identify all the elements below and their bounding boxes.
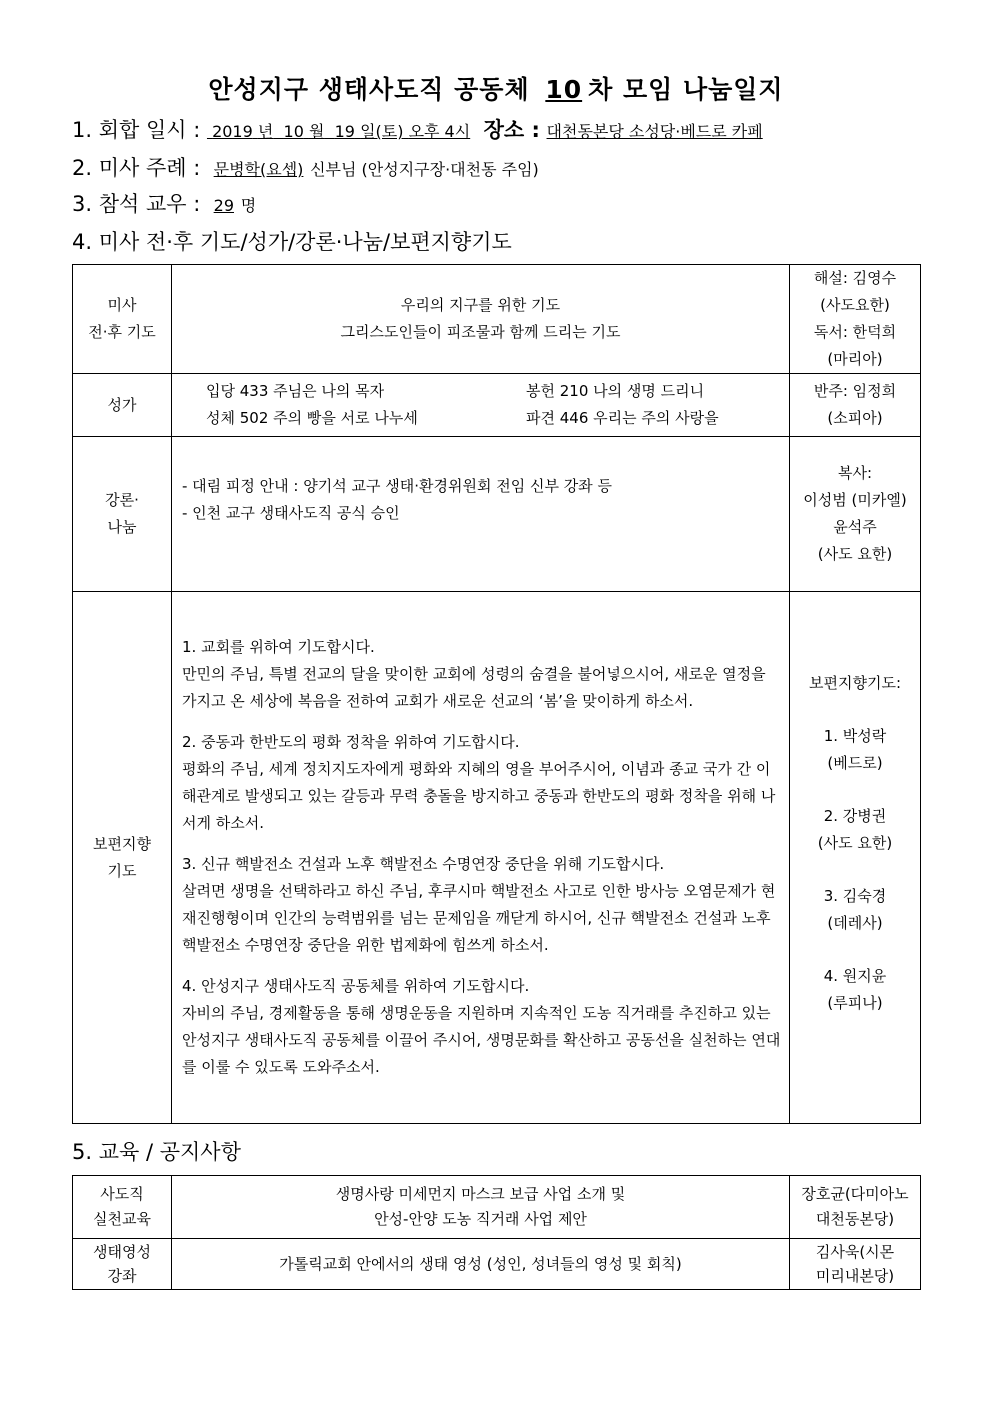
education-row-1-header: 사도직 실천교육 xyxy=(73,1176,172,1239)
attendance-unit: 명 xyxy=(240,196,257,215)
place-label: 장소 : xyxy=(483,118,540,142)
page-title xyxy=(0,70,992,106)
education-row-1-content: 생명사랑 미세먼지 마스크 보급 사업 소개 및 안성-안양 도농 직거래 사업 제안 xyxy=(172,1176,790,1239)
hymn-row-content: 입당 433 주님은 나의 목자 봉헌 210 나의 생명 드리니 성체 502 주의 빵을 서로 나누세 파견 446 우리는 주의 사랑을 xyxy=(172,374,790,437)
date-label: 1. 회합 일시 : xyxy=(72,118,201,142)
prayer-row-roles: 해설: 김영수 (사도요한) 독서: 한덕희 (마리아) xyxy=(790,265,921,374)
intention-1: 1. 교회를 위하여 기도합시다. 만민의 주님, 특별 전교의 달을 맞이한 교회에 성령의 숨결을 불어넣으시어, 새로운 열정을 가지고 온 세상에 복음을 전하여 교회가 새로운 선교의 ‘봄’을 맞이하게 하소서. xyxy=(182,638,766,710)
intention-3: 3. 신규 핵발전소 건설과 노후 핵발전소 수명연장 중단을 위해 기도합시다. 살려면 생명을 선택하라고 하신 주님, 후쿠시마 핵발전소 사고로 인한 방사능 오염문제가 현재진행형이며 인간의 능력범위를 넘는 문제임을 깨닫게 하시어, 신규 핵발전소 건설과 노후 핵발전소 수명연장 중단을 위한 법제화에 힘쓰게 하소서. xyxy=(182,855,776,954)
homily-row-header: 강론· 나눔 xyxy=(73,437,172,592)
attendance-label: 3. 참석 교우 : xyxy=(72,192,201,216)
universal-prayer-row xyxy=(73,592,921,1124)
meeting-date-line xyxy=(72,114,763,144)
prayer-row-content: 우리의 지구를 위한 기도 그리스도인들이 피조물과 함께 드리는 기도 xyxy=(172,265,790,374)
mass-table xyxy=(72,264,921,1124)
education-row-2-content: 가톨릭교회 안에서의 생태 영성 (성인, 성녀들의 영성 및 회칙) xyxy=(172,1239,790,1290)
education-table xyxy=(72,1175,921,1290)
intention-4: 4. 안성지구 생태사도직 공동체를 위하여 기도합시다. 자비의 주님, 경제활동을 통해 생명운동을 지원하며 지속적인 도농 직거래를 추진하고 있는 안성지구 생태사도직 공동체를 이끌어 주시어, 생명문화를 확산하고 공동선을 실천하는 연대를 이룰 수 있도록 도와주소서. xyxy=(182,977,781,1076)
intention-2: 2. 중동과 한반도의 평화 정착을 위하여 기도합시다. 평화의 주님, 세계 정치지도자에게 평화와 지혜의 영을 부어주시어, 이념과 종교 국가 간 이해관계로 발생되고 있는 갈등과 무력 충돌을 방지하고 중동과 한반도의 평화 정착을 위해 나서게 하소서. xyxy=(182,733,776,832)
title-suffix: 차 모임 나눔일지 xyxy=(588,75,784,104)
celebrant-line xyxy=(72,152,539,182)
hymn-row xyxy=(73,374,921,437)
universal-prayer-readers: 보편지향기도: 1. 박성락 (베드로) 2. 강병권 (사도 요한) 3. 김숙경 (데레사) 4. 원지윤 (루피나) xyxy=(790,592,921,1124)
homily-row xyxy=(73,437,921,592)
attendance-line xyxy=(72,188,256,218)
prayer-row-header: 미사 전·후 기도 xyxy=(73,265,172,374)
universal-prayer-content xyxy=(172,592,790,1124)
education-row-1-speaker: 장호균(다미아노 대천동본당) xyxy=(790,1176,921,1239)
prayer-row xyxy=(73,265,921,374)
homily-row-roles: 복사: 이성범 (미카엘) 윤석주 (사도 요한) xyxy=(790,437,921,592)
homily-row-content: - 대림 피정 안내 : 양기석 교구 생태·환경위원회 전임 신부 강좌 등 - 인천 교구 생태사도직 공식 승인 xyxy=(172,437,790,592)
celebrant-label: 2. 미사 주례 : xyxy=(72,156,201,180)
attendance-count: 29 xyxy=(213,196,234,215)
education-row-1 xyxy=(73,1176,921,1239)
education-row-2 xyxy=(73,1239,921,1290)
meeting-number: 10 xyxy=(545,75,583,104)
education-row-2-speaker: 김사욱(시몬 미리내본당) xyxy=(790,1239,921,1290)
section-5-heading: 5. 교육 / 공지사항 xyxy=(72,1140,241,1164)
hymn-row-header: 성가 xyxy=(73,374,172,437)
place-value: 대천동본당 소성당·베드로 카페 xyxy=(546,122,763,141)
hymn-row-roles: 반주: 임정희 (소피아) xyxy=(790,374,921,437)
education-row-2-header: 생태영성 강좌 xyxy=(73,1239,172,1290)
title-text: 안성지구 생태사도직 공동체 xyxy=(208,75,530,104)
section-4-heading: 4. 미사 전·후 기도/성가/강론·나눔/보편지향기도 xyxy=(72,230,512,254)
date-value: 2019 년 10 월 19 일(토) 오후 4시 xyxy=(212,122,471,141)
celebrant-title: 신부님 (안성지구장·대천동 주임) xyxy=(310,160,539,179)
celebrant-name: 문병학(요셉) xyxy=(213,160,304,179)
universal-prayer-header: 보편지향 기도 xyxy=(73,592,172,1124)
